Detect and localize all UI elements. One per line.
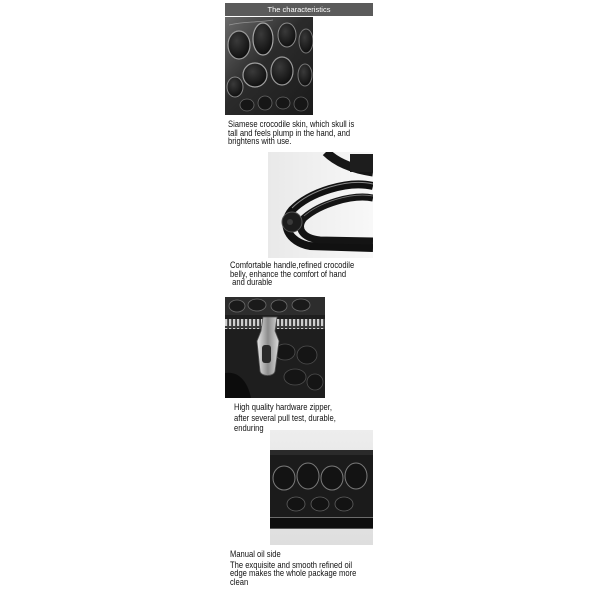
feature-caption-handle: [230, 262, 354, 288]
caption-line: Comfortable handle,refined crocodile: [230, 260, 355, 271]
caption-line: Manual oil side: [230, 549, 281, 560]
crocodile-skin-photo: [225, 17, 313, 115]
caption-line: Siamese crocodile skin, which skull is: [228, 119, 355, 130]
caption-line: clean: [230, 576, 249, 588]
caption-line: High quality hardware zipper,: [234, 402, 333, 413]
zipper-photo: [225, 297, 325, 398]
caption-line: edge makes the whole package more: [230, 568, 357, 579]
caption-line: tall and feels plump in the hand, and: [228, 127, 351, 139]
feature-caption-skin: [228, 121, 354, 147]
feature-caption-oil-edge: [230, 551, 356, 587]
caption-line: and durable: [230, 277, 273, 288]
caption-line: The exquisite and smooth refined oil: [230, 559, 353, 571]
caption-line: enduring: [234, 423, 264, 434]
section-header: [225, 3, 373, 16]
caption-line: brightens with use.: [228, 136, 292, 147]
oil-edge-photo: [270, 430, 373, 545]
caption-line: after several pull test, durable,: [234, 412, 336, 424]
caption-line: belly, enhance the comfort of hand: [230, 268, 347, 280]
handle-photo: [268, 152, 373, 258]
section-title: The characteristics: [267, 5, 331, 14]
